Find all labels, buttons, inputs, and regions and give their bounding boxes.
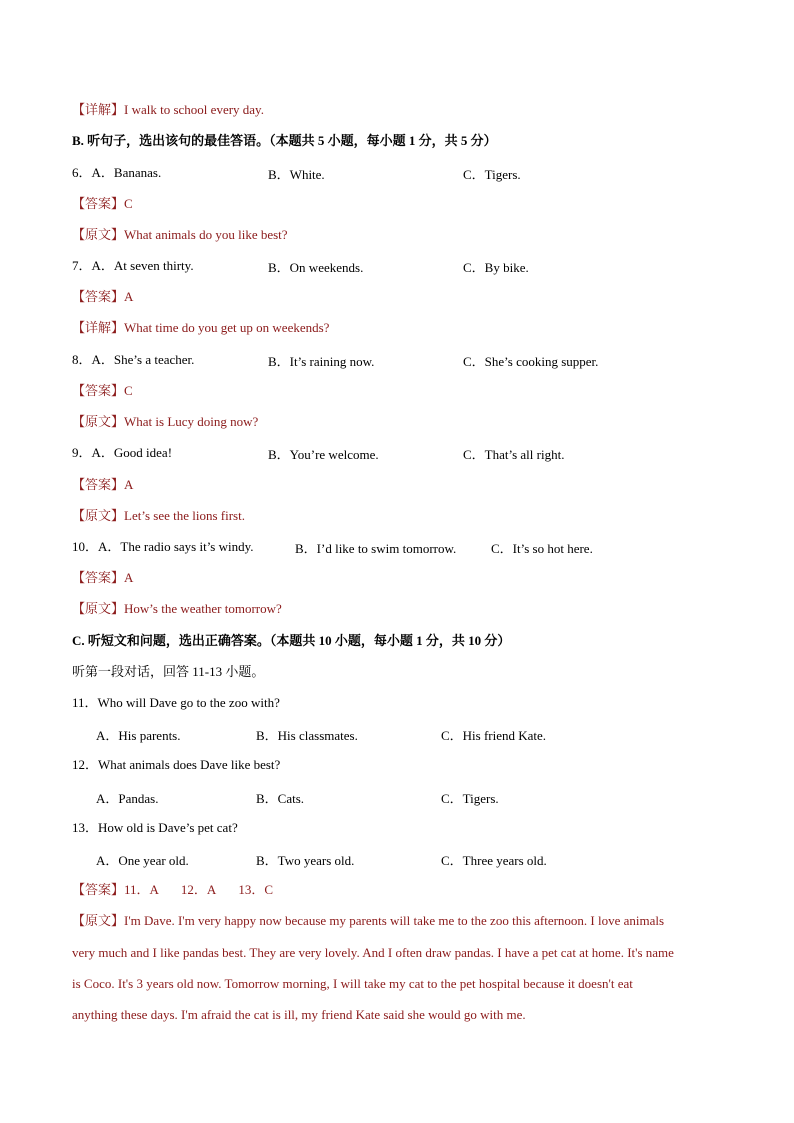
q13-option-c: C．Three years old. xyxy=(441,853,547,868)
question-7 xyxy=(72,257,194,275)
detail-line xyxy=(72,101,264,119)
question-13: 13．How old is Dave’s pet cat? xyxy=(72,820,238,835)
q13-option-b: B．Two years old. xyxy=(256,853,355,868)
tag-detail: 【详解】 xyxy=(72,320,125,335)
question-number: 7． xyxy=(72,258,92,273)
q10-option-c: C．It’s so hot here. xyxy=(491,541,593,556)
answer-13: 13．C xyxy=(238,882,273,897)
question-12: 12．What animals does Dave like best? xyxy=(72,757,281,772)
q10-source xyxy=(72,600,282,618)
tag-source: 【原文】 xyxy=(72,508,125,523)
tag-source: 【原文】 xyxy=(72,414,125,429)
q9-option-b: B．You’re welcome. xyxy=(268,447,379,462)
option-a: A．Bananas. xyxy=(91,165,162,180)
tag-detail: 【详解】 xyxy=(72,102,125,117)
option-a: A．Good idea! xyxy=(91,445,173,460)
source-text: How’s the weather tomorrow? xyxy=(124,601,282,616)
question-11: 11．Who will Dave go to the zoo with? xyxy=(72,695,280,710)
option-a: A．She’s a teacher. xyxy=(91,352,195,367)
source-text: What is Lucy doing now? xyxy=(124,414,259,429)
q6-source xyxy=(72,226,288,244)
answers-11-13 xyxy=(72,881,273,899)
question-number: 6． xyxy=(72,165,92,180)
q8-option-b: B．It’s raining now. xyxy=(268,354,375,369)
q8-answer xyxy=(72,382,133,400)
question-number: 10． xyxy=(72,539,99,554)
source-text: Let’s see the lions first. xyxy=(124,508,245,523)
q6-answer xyxy=(72,195,133,213)
tag-answer: 【答案】 xyxy=(72,196,125,211)
source-paragraph-line-1 xyxy=(72,912,732,930)
option-a: A．The radio says it’s windy. xyxy=(98,539,254,554)
question-number: 9． xyxy=(72,445,92,460)
question-6 xyxy=(72,164,161,182)
answer-12: 12．A xyxy=(180,882,217,897)
q9-source xyxy=(72,507,245,525)
q12-option-b: B．Cats. xyxy=(256,791,305,806)
q10-option-b: B．I’d like to swim tomorrow. xyxy=(295,541,457,556)
source-text: What animals do you like best? xyxy=(124,227,288,242)
tag-source: 【原文】 xyxy=(72,227,125,242)
q11-option-c: C．His friend Kate. xyxy=(441,728,547,743)
q10-answer xyxy=(72,569,133,587)
tag-answer: 【答案】 xyxy=(72,383,125,398)
q13-option-a: A．One year old. xyxy=(96,853,189,868)
question-number: 8． xyxy=(72,352,92,367)
q7-option-b: B．On weekends. xyxy=(268,260,364,275)
q7-source xyxy=(72,319,329,337)
q11-option-a: A．His parents. xyxy=(96,728,181,743)
source-paragraph-line-2: very much and I like pandas best. They are very lovely. And I often draw pandas. I have a pet cat at home. It's name xyxy=(72,945,674,960)
q12-option-c: C．Tigers. xyxy=(441,791,499,806)
answer-text: A xyxy=(124,570,134,585)
q9-option-c: C．That’s all right. xyxy=(463,447,565,462)
tag-source: 【原文】 xyxy=(72,601,125,616)
question-8 xyxy=(72,351,194,369)
tag-answer: 【答案】 xyxy=(72,477,125,492)
q9-answer xyxy=(72,476,133,494)
tag-source: 【原文】 xyxy=(72,913,125,928)
answer-text: C xyxy=(124,383,133,398)
q11-option-b: B．His classmates. xyxy=(256,728,358,743)
section-c-heading: C. 听短文和问题，选出正确答案。（本题共 10 小题，每小题 1 分，共 10 分） xyxy=(72,633,511,648)
q6-option-c: C．Tigers. xyxy=(463,167,521,182)
tag-answer: 【答案】 xyxy=(72,289,125,304)
question-9 xyxy=(72,444,172,462)
q7-option-c: C．By bike. xyxy=(463,260,529,275)
tag-answer: 【答案】 xyxy=(72,570,125,585)
answer-text: C xyxy=(124,196,133,211)
option-a: A．At seven thirty. xyxy=(91,258,194,273)
answer-11: 11．A xyxy=(124,882,159,897)
detail-text: I walk to school every day. xyxy=(124,102,264,117)
q6-option-b: B．White. xyxy=(268,167,325,182)
q12-option-a: A．Pandas. xyxy=(96,791,159,806)
q8-source xyxy=(72,413,258,431)
q8-option-c: C．She’s cooking supper. xyxy=(463,354,599,369)
question-10 xyxy=(72,538,254,556)
tag-answer: 【答案】 xyxy=(72,882,125,897)
section-b-heading: B. 听句子，选出该句的最佳答语。（本题共 5 小题，每小题 1 分，共 5 分） xyxy=(72,133,497,148)
answer-text: A xyxy=(124,289,134,304)
q7-answer xyxy=(72,288,133,306)
section-c-intro: 听第一段对话，回答 11-13 小题。 xyxy=(72,664,265,679)
answer-text: A xyxy=(124,477,134,492)
source-text: I'm Dave. I'm very happy now because my parents will take me to the zoo this afternoon. I love animals xyxy=(124,913,665,928)
source-text: What time do you get up on weekends? xyxy=(124,320,330,335)
source-paragraph-line-3: is Coco. It's 3 years old now. Tomorrow morning, I will take my cat to the pet hospital because it doesn't eat xyxy=(72,976,633,991)
source-paragraph-line-4: anything these days. I'm afraid the cat is ill, my friend Kate said she would go with me. xyxy=(72,1007,526,1022)
